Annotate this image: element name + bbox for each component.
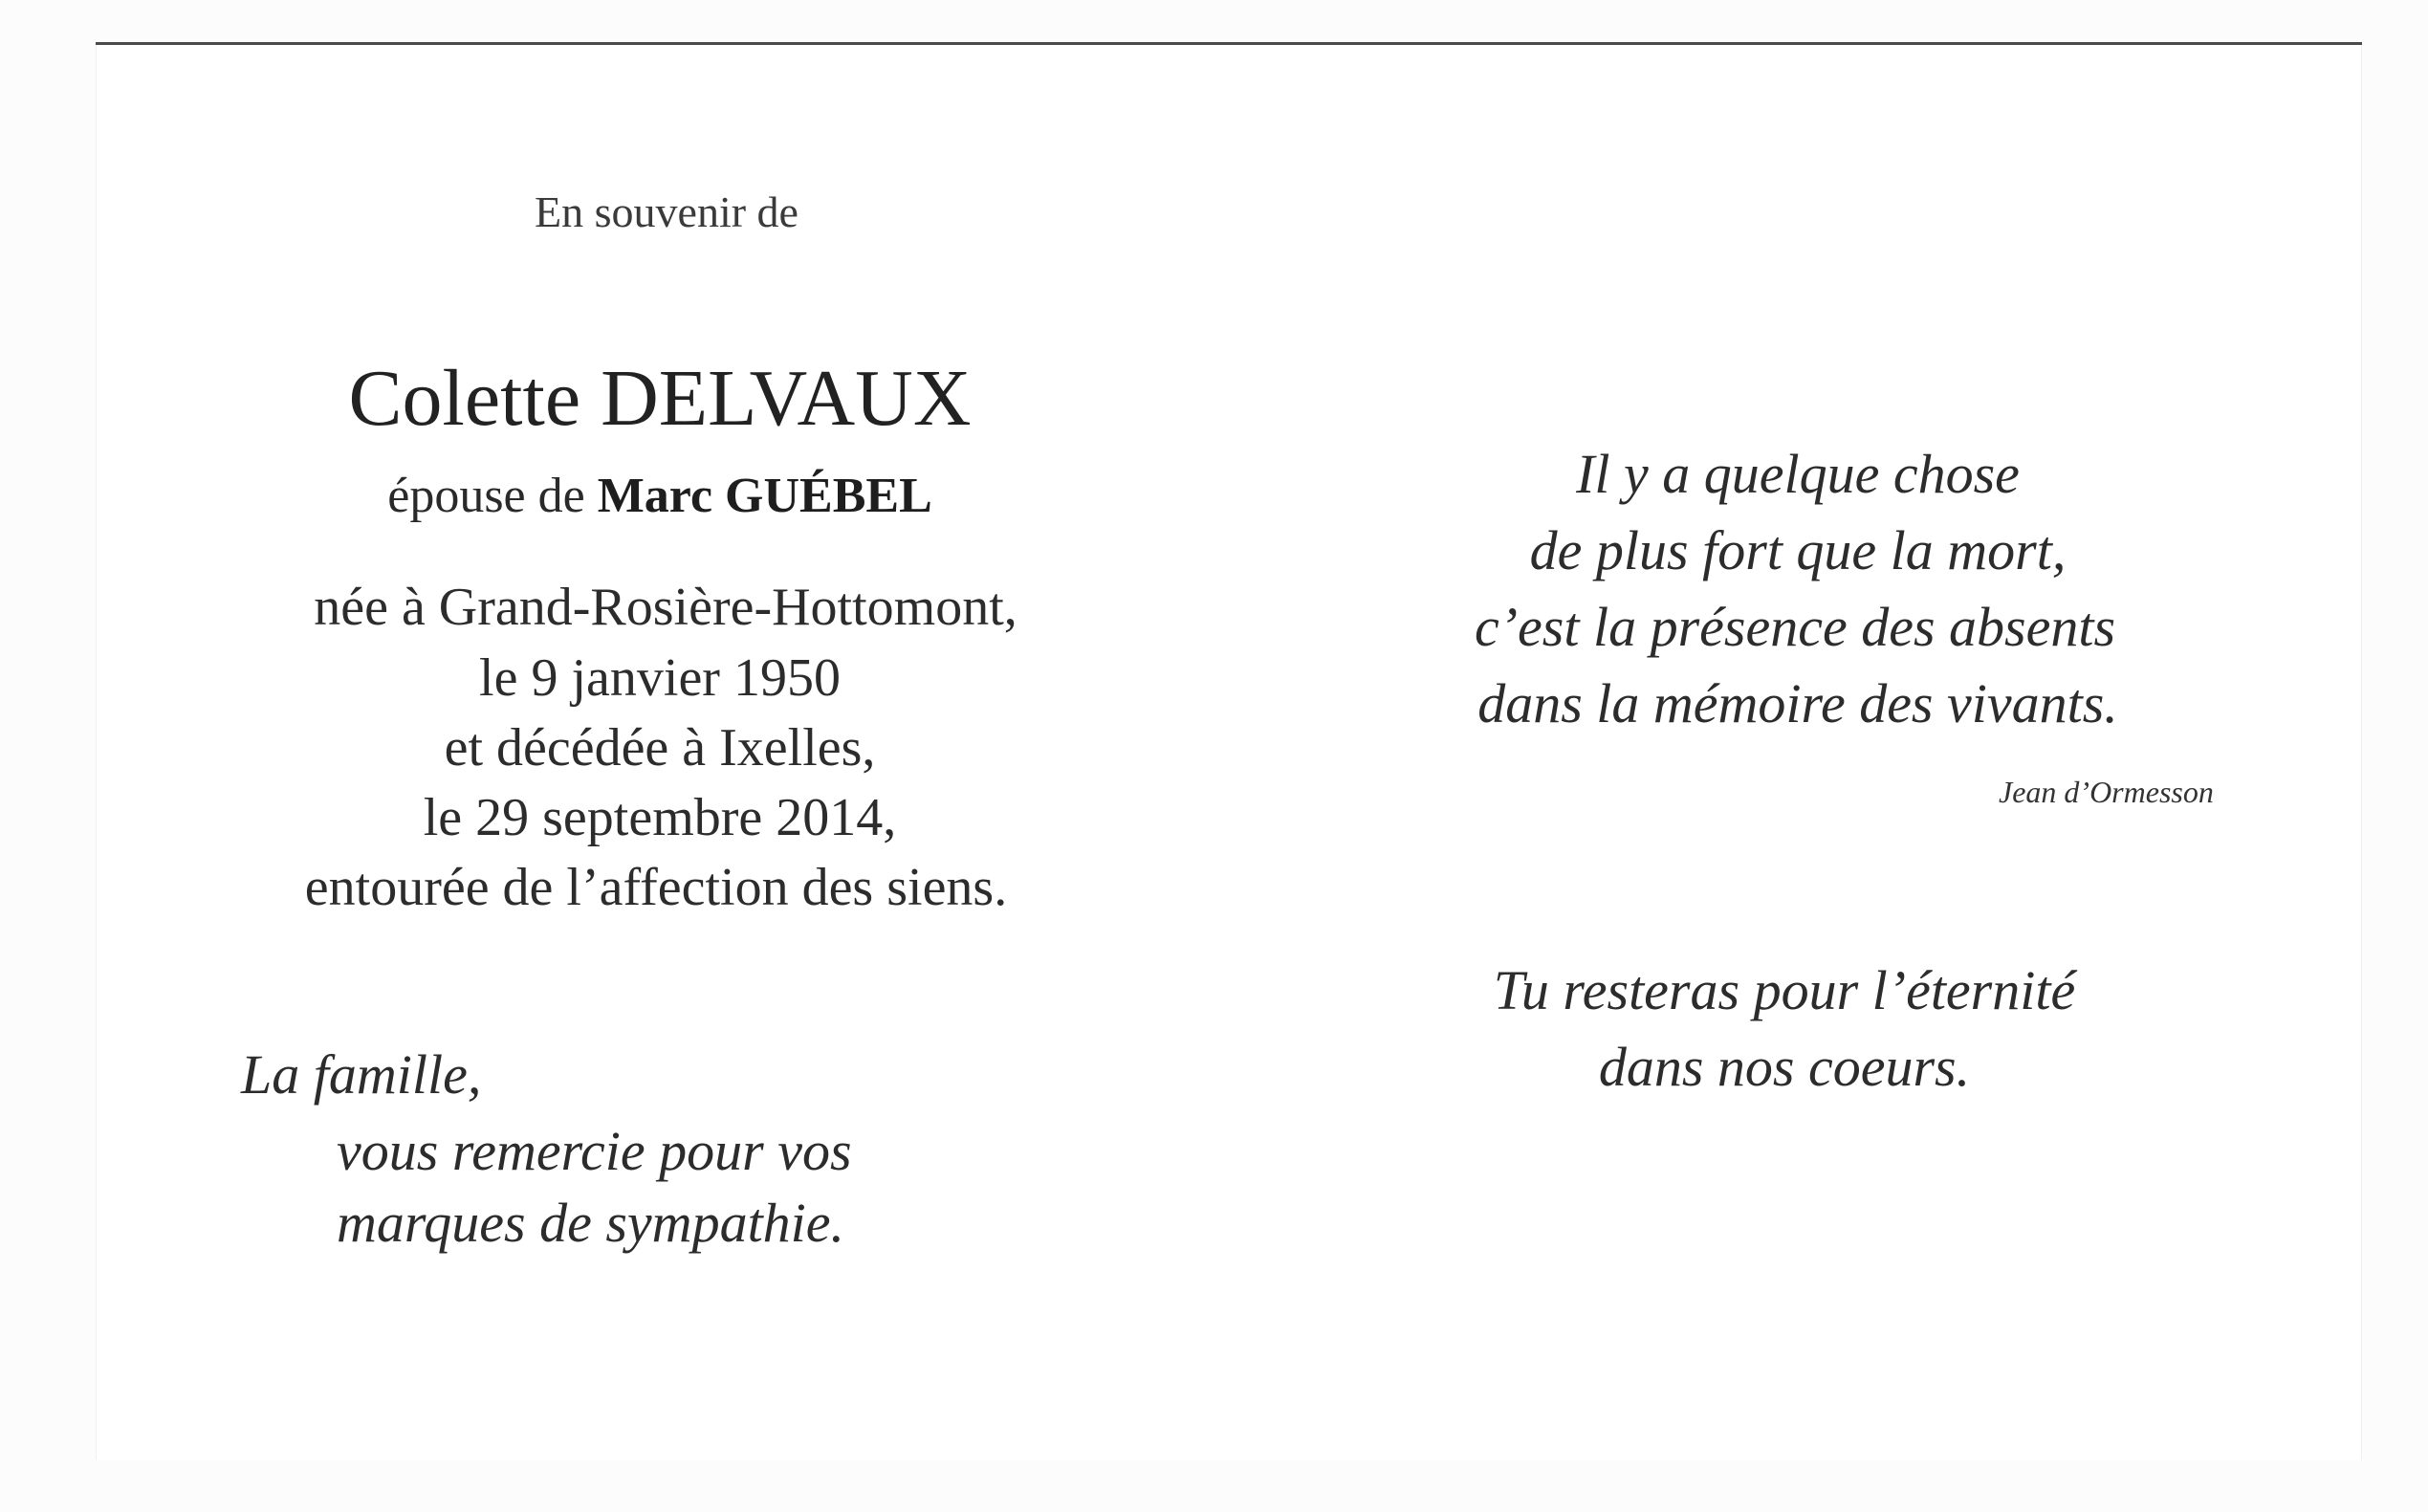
- intro-text: En souvenir de: [535, 187, 798, 236]
- deceased-name: Colette DELVAUX: [348, 354, 972, 443]
- quote-line: c’est la présence des absents: [1474, 596, 2116, 658]
- death-place-line: et décédée à Ixelles,: [444, 718, 876, 778]
- spouse-line: [387, 471, 932, 521]
- quote-line: dans la mémoire des vivants.: [1477, 672, 2118, 734]
- spouse-name: Marc GUÉBEL: [597, 469, 932, 523]
- family-line: La famille,: [241, 1043, 482, 1106]
- affection-line: entourée de l’affection des siens.: [304, 858, 1008, 917]
- quote-line: Il y a quelque chose: [1576, 443, 2020, 505]
- family-sympathy-line: marques de sympathie.: [337, 1192, 845, 1254]
- family-thanks-line: vous remercie pour vos: [337, 1120, 852, 1182]
- quote-line: de plus fort que la mort,: [1529, 519, 2067, 581]
- death-date-line: le 29 septembre 2014,: [423, 788, 897, 847]
- birth-place-line: née à Grand-Rosière-Hottomont,: [314, 578, 1017, 637]
- closing-line: dans nos coeurs.: [1598, 1036, 1971, 1098]
- closing-line: Tu resteras pour l’éternité: [1493, 959, 2076, 1021]
- birth-date-line: le 9 janvier 1950: [479, 648, 841, 708]
- memorial-card: [96, 42, 2362, 1460]
- quote-author: Jean d’Ormesson: [1999, 775, 2214, 809]
- spouse-prefix: épouse de: [387, 469, 598, 523]
